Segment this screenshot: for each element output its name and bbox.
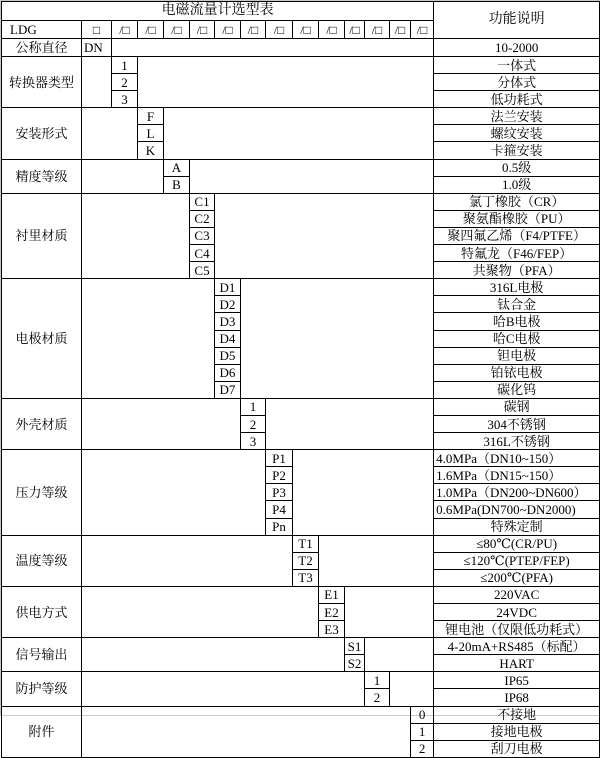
code-cell: 2: [365, 689, 390, 706]
code-cell: 3: [112, 91, 138, 108]
code-cell: D5: [215, 347, 241, 364]
section-label: 转换器类型: [2, 57, 82, 108]
desc-cell: 特殊定制: [434, 518, 600, 535]
model-slot-12: /□: [390, 21, 411, 39]
code-cell: D6: [215, 364, 241, 381]
desc-cell: 220VAC: [434, 586, 600, 603]
desc-cell: 接地电极: [434, 723, 600, 740]
code-cell: P4: [266, 501, 293, 518]
desc-cell: 316L不锈钢: [434, 433, 600, 450]
option-row: [2, 586, 600, 603]
desc-cell: 一体式: [434, 57, 600, 74]
gap-cell: [293, 450, 434, 535]
desc-cell: 钽电极: [434, 347, 600, 364]
code-cell: 1: [241, 398, 266, 415]
option-row: [2, 638, 600, 655]
code-cell: C3: [190, 227, 215, 244]
gap-cell: [365, 638, 434, 672]
page-title: 电磁流量计选型表: [2, 2, 434, 21]
gap-cell: [138, 57, 434, 108]
section-label: 电极材质: [2, 279, 82, 399]
gap-cell: [164, 108, 434, 159]
model-slot-4: /□: [190, 21, 215, 39]
section-label: 外壳材质: [2, 398, 82, 449]
desc-cell: 碳钢: [434, 398, 600, 415]
section-label: 附件: [2, 706, 82, 757]
gap-cell: [266, 398, 434, 449]
gap-cell: [215, 193, 434, 278]
gap-cell: [319, 535, 434, 586]
code-cell: D3: [215, 313, 241, 330]
desc-cell: 4.0MPa（DN10~150）: [434, 450, 600, 467]
desc-cell: 哈C电极: [434, 330, 600, 347]
code-cell: E2: [319, 604, 345, 621]
code-cell: 1: [365, 672, 390, 689]
gap-cell: [82, 57, 112, 108]
desc-cell: ≤120℃(PTEP/FEP): [434, 552, 600, 569]
code-cell: P2: [266, 467, 293, 484]
code-cell: T1: [293, 535, 319, 552]
desc-cell: HART: [434, 655, 600, 672]
code-cell: T3: [293, 569, 319, 586]
model-slot-1: /□: [112, 21, 138, 39]
desc-cell: IP65: [434, 672, 600, 689]
desc-cell: 卡箍安装: [434, 142, 600, 159]
selection-table: [1, 1, 600, 758]
model-slot-13: /□: [411, 21, 434, 39]
gap-cell: [82, 398, 241, 449]
code-cell: 0: [411, 706, 434, 723]
gap-cell: [241, 279, 434, 399]
gap-cell: [82, 535, 293, 586]
desc-cell: 不接地: [434, 706, 600, 723]
desc-cell: 1.0级: [434, 176, 600, 193]
code-cell: P3: [266, 484, 293, 501]
code-cell: A: [164, 159, 190, 176]
code-cell: P1: [266, 450, 293, 467]
desc-cell: 螺纹安装: [434, 125, 600, 142]
option-row: [2, 398, 600, 415]
gap-cell: [345, 586, 434, 637]
desc-cell: 316L电极: [434, 279, 600, 296]
gap-cell: [112, 39, 434, 57]
model-slot-3: /□: [164, 21, 190, 39]
option-row: [2, 159, 600, 176]
gap-cell: [82, 586, 319, 637]
code-cell: S2: [345, 655, 365, 672]
code-cell: B: [164, 176, 190, 193]
model-slot-11: /□: [365, 21, 390, 39]
desc-cell: 铂铱电极: [434, 364, 600, 381]
code-cell: 2: [411, 740, 434, 757]
gap-cell: [390, 672, 434, 706]
desc-cell: 共聚物（PFA）: [434, 262, 600, 279]
gap-cell: [82, 450, 266, 535]
section-label: 温度等级: [2, 535, 82, 586]
gap-cell: [82, 159, 164, 193]
option-row: [2, 706, 600, 723]
code-cell: D4: [215, 330, 241, 347]
desc-cell: 氯丁橡胶（CR）: [434, 193, 600, 210]
section-label: 精度等级: [2, 159, 82, 193]
code-cell: D7: [215, 381, 241, 398]
option-row: [2, 279, 600, 296]
section-label: 信号输出: [2, 638, 82, 672]
model-slot-5: /□: [215, 21, 241, 39]
model-slot-8: /□: [293, 21, 319, 39]
option-row: [2, 672, 600, 689]
section-label: 防护等级: [2, 672, 82, 706]
code-cell: 2: [241, 415, 266, 432]
gap-cell: [82, 193, 190, 278]
model-slot-6: /□: [241, 21, 266, 39]
desc-cell: 法兰安装: [434, 108, 600, 125]
desc-cell: 24VDC: [434, 604, 600, 621]
option-row: [2, 450, 600, 467]
title-row: [2, 2, 600, 21]
gap-cell: [82, 279, 215, 399]
desc-cell: 分体式: [434, 74, 600, 91]
model-slot-2: /□: [138, 21, 164, 39]
option-row: [2, 535, 600, 552]
desc-cell: 1.0MPa（DN200~DN600）: [434, 484, 600, 501]
desc-cell: ≤80℃(CR/PU): [434, 535, 600, 552]
code-cell: 1: [411, 723, 434, 740]
desc-cell: ≤200℃(PFA): [434, 569, 600, 586]
code-cell: C5: [190, 262, 215, 279]
desc-cell: 0.6MPa(DN700~DN2000): [434, 501, 600, 518]
option-row: [2, 57, 600, 74]
section-label: 衬里材质: [2, 193, 82, 278]
code-cell: S1: [345, 638, 365, 655]
desc-cell: 10-2000: [434, 39, 600, 57]
code-cell: E3: [319, 621, 345, 638]
table-body: [2, 2, 600, 758]
code-cell: Pn: [266, 518, 293, 535]
model-slot-10: /□: [345, 21, 365, 39]
desc-cell: 1.6MPa（DN15~150）: [434, 467, 600, 484]
code-cell: L: [138, 125, 164, 142]
code-cell: 1: [112, 57, 138, 74]
desc-cell: 锂电池（仅限低功耗式）: [434, 621, 600, 638]
code-cell: D2: [215, 296, 241, 313]
desc-cell: 4-20mA+RS485（标配）: [434, 638, 600, 655]
desc-cell: 特氟龙（F46/FEP）: [434, 245, 600, 262]
option-row: [2, 108, 600, 125]
model-slot-9: /□: [319, 21, 345, 39]
desc-cell: 哈B电极: [434, 313, 600, 330]
model-slot-first: □: [82, 21, 112, 39]
desc-cell: 0.5级: [434, 159, 600, 176]
gap-cell: [190, 159, 434, 193]
code-cell: DN: [82, 39, 112, 57]
code-cell: 2: [112, 74, 138, 91]
section-label: 供电方式: [2, 586, 82, 637]
code-cell: E1: [319, 586, 345, 603]
code-cell: F: [138, 108, 164, 125]
code-cell: C4: [190, 245, 215, 262]
code-cell: C1: [190, 193, 215, 210]
section-label: 安装形式: [2, 108, 82, 159]
code-cell: T2: [293, 552, 319, 569]
gap-cell: [82, 672, 365, 706]
function-column-header: 功能说明: [434, 2, 600, 39]
desc-cell: 碳化钨: [434, 381, 600, 398]
desc-cell: IP68: [434, 689, 600, 706]
desc-cell: 304不锈钢: [434, 415, 600, 432]
diameter-row: [2, 39, 600, 57]
option-row: [2, 193, 600, 210]
desc-cell: 聚四氟乙烯（F4/PTFE）: [434, 227, 600, 244]
code-cell: 3: [241, 433, 266, 450]
desc-cell: 钛合金: [434, 296, 600, 313]
gap-cell: [82, 638, 345, 672]
model-slot-7: /□: [266, 21, 293, 39]
code-cell: D1: [215, 279, 241, 296]
model-prefix: LDG: [2, 21, 82, 39]
code-cell: K: [138, 142, 164, 159]
desc-cell: 低功耗式: [434, 91, 600, 108]
gap-cell: [82, 706, 411, 757]
desc-cell: 聚氨酯橡胶（PU）: [434, 210, 600, 227]
code-cell: C2: [190, 210, 215, 227]
section-label: 压力等级: [2, 450, 82, 535]
section-label: 公称直径: [2, 39, 82, 57]
desc-cell: 刮刀电极: [434, 740, 600, 757]
gap-cell: [82, 108, 138, 159]
